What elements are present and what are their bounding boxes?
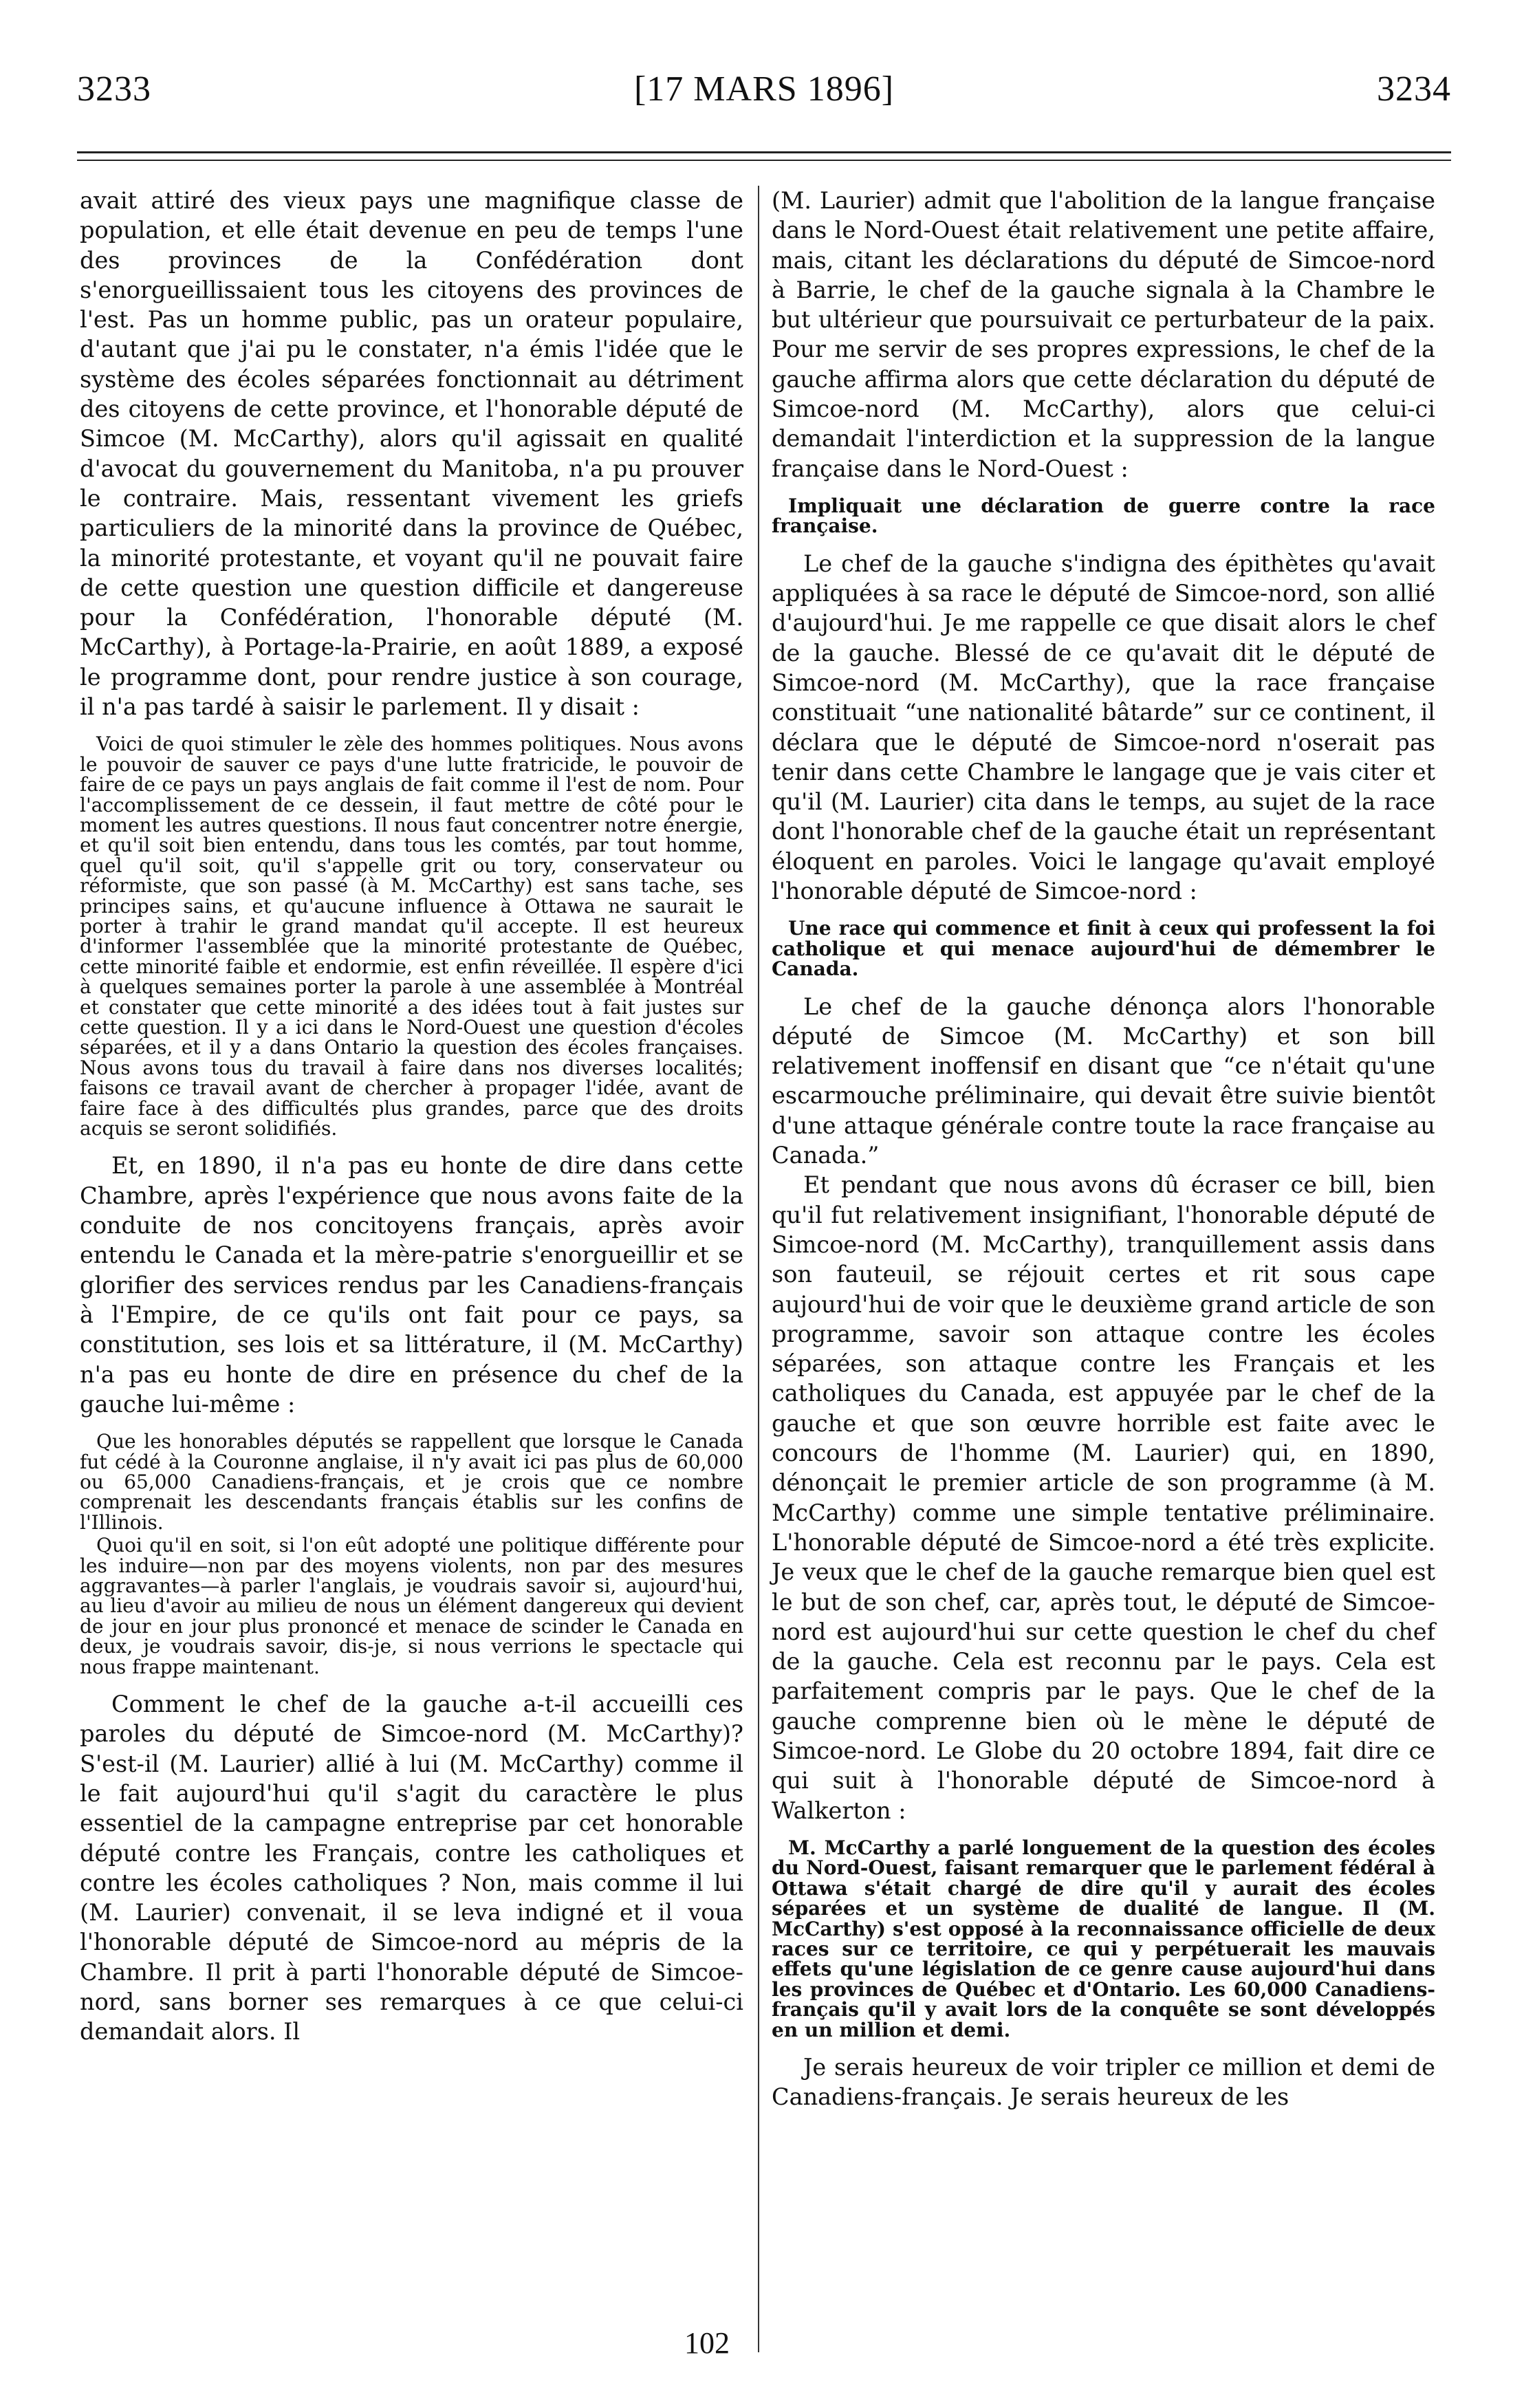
column-divider: [758, 186, 759, 2352]
paragraph: Comment le chef de la gauche a-t-il accueilli ces paroles du député de Simcoe-nord (M. McCarthy)? S'est-il (M. Laurier) allié à lui (M. McCarthy) comme il le fait aujourd'hui qu'il s'agit du caractère le plus essentiel de la campagne entreprise par cet honorable député contre les Français, contre les catholiques et contre les écoles catholiques ? Non, mais comme il lui (M. Laurier) convenait, il se leva indigné et il voua l'honorable député de Simcoe-nord au mépris de la Chambre. Il prit à parti l'honorable député de Simcoe-nord, sans borner ses remarques à ce que celui-ci demandait alors. Il: [80, 1691, 743, 2046]
paragraph: Le chef de la gauche dénonça alors l'honorable député de Simcoe (M. McCarthy) et son bill relativement inoffensif en disant que “ce n'était qu'une escarmouche préliminaire, qui devait être suivie bientôt d'une attaque générale contre toute la race française au Canada.”: [772, 993, 1435, 1169]
quotation: Une race qui commence et finit à ceux qui professent la foi catholique et qui menace aujourd'hui de démembrer le Canada.: [772, 917, 1435, 981]
quotation: Impliquait une déclaration de guerre contre la race française.: [772, 494, 1435, 538]
paragraph: Et pendant que nous avons dû écraser ce bill, bien qu'il fut relativement insignifiant, l'honorable député de Simcoe-nord (M. McCarthy), tranquillement assis dans son fauteuil, se réjouit certes et rit sous cape aujourd'hui de voir que le deuxième grand article de son programme, savoir son attaque contre les écoles séparées, son attaque contre les Français et les catholiques du Canada, est appuyée par le chef de la gauche et que son œuvre horrible est faite avec le concours de l'homme (M. Laurier) qui, en 1890, dénonçait le premier article de son programme (à M. McCarthy) comme une simple tentative préliminaire. L'honorable député de Simcoe-nord a été très explicite. Je veux que le chef de la gauche remarque bien quel est le but de son chef, car, après tout, le député de Simcoe-nord est aujourd'hui sur cette question le chef du chef de la gauche. Cela est reconnu par le pays. Cela est parfaitement compris par le pays. Que le chef de la gauche comprenne bien où le mène le député de Simcoe-nord. Le Globe du 20 octobre 1894, fait dire ce qui suit à l'honorable député de Simcoe-nord à Walkerton :: [772, 1171, 1435, 1824]
folio-number: 102: [684, 2326, 730, 2360]
paragraph: avait attiré des vieux pays une magnifique classe de population, et elle était devenue en peu de temps l'une des provinces de la Confédération dont s'enorgueillissaient tous les citoyens des provinces de l'est. Pas un homme public, pas un orateur populaire, d'autant que j'ai pu le constater, n'a émis l'idée que le système des écoles séparées fonctionnait au détriment des citoyens de cette province, et l'honorable député de Simcoe (M. McCarthy), alors qu'il agissait en qualité d'avocat du gouvernement du Manitoba, n'a pu prouver le contraire. Mais, ressentant vivement les griefs particuliers de la minorité dans la province de Québec, la minorité protestante, et voyant qu'il ne pouvait faire de cette question une question difficile et dangereuse pour la Confédération, l'honorable député (M. McCarthy), à Portage-la-Prairie, en août 1889, a exposé le programme dont, pour rendre justice à son courage, il n'a pas tardé à saisir le parlement. Il y disait :: [80, 187, 743, 721]
quotation: Voici de quoi stimuler le zèle des hommes politiques. Nous avons le pouvoir de sauver ce pays d'une lutte fratricide, le pouvoir de faire de ce pays un pays anglais de fait comme il l'est de nom. Pour l'accomplissement de ce dessein, il faut mettre de côté pour le moment les autres questions. Il nous faut concentrer notre énergie, et qu'il soit bien entendu, dans tous les comtés, par tout homme, quel qu'il soit, qu'il s'appelle grit ou tory, conservateur ou réformiste, que son passé (à M. McCarthy) est sans tache, ses principes sains, et qu'aucune influence à Ottawa ne saurait le porter à trahir le grand mandat qu'il accepte. Il est heureux d'informer l'assemblée que la minorité protestante de Québec, cette minorité faible et endormie, est enfin réveillée. Il espère d'ici à quelques semaines porter la parole à une assemblée à Montréal et constater que cette minorité a des idées tout à fait justes sur cette question. Il y a ici dans le Nord-Ouest une question d'écoles séparées, et il y a dans Ontario la question des écoles françaises. Nous avons tous du travail à faire dans nos diverses localités; faisons ce travail avant de chercher à propager l'idée, avant de faire face à des difficultés plus grandes, parce que des droits acquis se seront solidifiés.: [80, 733, 743, 1140]
header-rule-bottom: [77, 160, 1451, 161]
header-date: [17 MARS 1896]: [633, 69, 895, 109]
header-rule-top: [77, 151, 1451, 153]
left-column: [80, 186, 743, 2047]
paragraph: Et, en 1890, il n'a pas eu honte de dire dans cette Chambre, après l'expérience que nous avons faite de la conduite de nos concitoyens français, après avoir entendu le Canada et la mère-patrie s'enorgueillir et se glorifier des services rendus par les Canadiens-français à l'Empire, de ce qu'ils ont fait pour ce pays, sa constitution, ses lois et sa littérature, il (M. McCarthy) n'a pas eu honte de dire en présence du chef de la gauche lui-même :: [80, 1152, 743, 1418]
page-number-right: 3234: [1377, 69, 1451, 109]
paragraph: Je serais heureux de voir tripler ce million et demi de Canadiens-français. Je serais heureux de les: [772, 2053, 1435, 2111]
page-number-left: 3233: [77, 69, 151, 109]
page-header: [77, 69, 1451, 117]
right-column: [772, 186, 1435, 2112]
quotation: Quoi qu'il en soit, si l'on eût adopté une politique différente pour les induire—non par des moyens violents, non par des mesures aggravantes—à parler l'anglais, je voudrais savoir si, aujourd'hui, au lieu d'avoir au milieu de nous un élément dangereux qui devient de jour en jour plus prononcé et menace de scinder le Canada en deux, je voudrais savoir, dis-je, si nous verrions le spectacle qui nous frappe maintenant.: [80, 1534, 743, 1678]
quotation: Que les honorables députés se rappellent que lorsque le Canada fut cédé à la Couronne anglaise, il n'y avait ici pas plus de 60,000 ou 65,000 Canadiens-français, et je crois que ce nombre comprenait les descendants français établis sur les confins de l'Illinois.: [80, 1430, 743, 1534]
quotation: M. McCarthy a parlé longuement de la question des écoles du Nord-Ouest, faisant remarquer que le parlement fédéral à Ottawa s'était chargé de dire qu'il y aurait des écoles séparées et un système de dualité de langue. Il (M. McCarthy) s'est opposé à la reconnaissance officielle de deux races sur ce territoire, ce qui y perpétuerait les mauvais effets qu'une législation de ce genre cause aujourd'hui dans les provinces de Québec et d'Ontario. Les 60,000 Canadiens-français qu'il y avait lors de la conquête se sont développés en un million et demi.: [772, 1836, 1435, 2041]
paragraph: (M. Laurier) admit que l'abolition de la langue française dans le Nord-Ouest était relativement une petite affaire, mais, citant les déclarations du député de Simcoe-nord à Barrie, le chef de la gauche signala à la Chambre le but ultérieur que poursuivait ce perturbateur de la paix. Pour me servir de ses propres expressions, le chef de la gauche affirma alors que cette déclaration du député de Simcoe-nord (M. McCarthy), alors que celui-ci demandait l'interdiction et la suppression de la langue française dans le Nord-Ouest :: [772, 187, 1435, 482]
paragraph: Le chef de la gauche s'indigna des épithètes qu'avait appliquées à sa race le député de Simcoe-nord, son allié d'aujourd'hui. Je me rappelle ce que disait alors le chef de la gauche. Blessé de ce qu'avait dit le député de Simcoe-nord (M. McCarthy), que la race française constituait “une nationalité bâtarde” sur ce continent, il déclara que le député de Simcoe-nord n'oserait pas tenir dans cette Chambre le langage que je vais citer et qu'il (M. Laurier) cita dans le temps, au sujet de la race dont l'honorable chef de la gauche était un représentant éloquent en paroles. Voici le langage qu'avait employé l'honorable député de Simcoe-nord :: [772, 550, 1435, 905]
